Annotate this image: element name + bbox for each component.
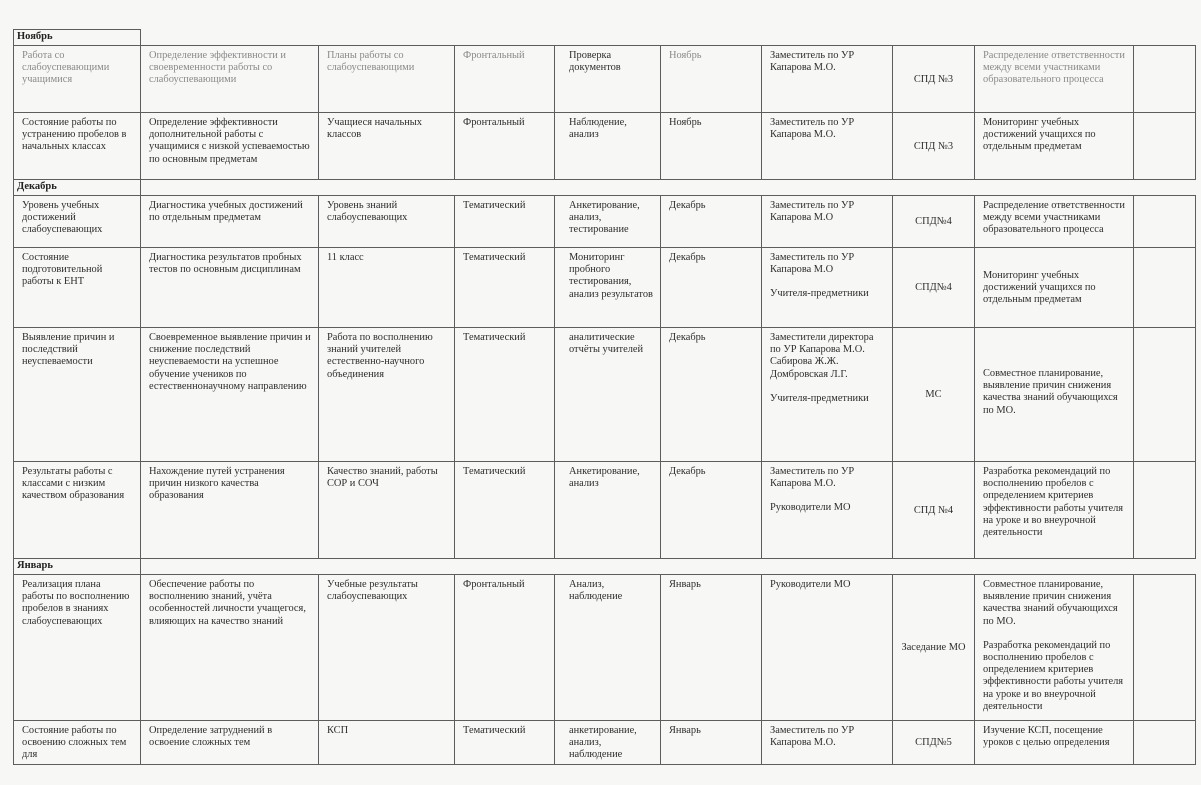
cell-object: Уровень знаний слабоуспевающих — [319, 196, 455, 248]
section-title: Ноябрь — [14, 30, 141, 46]
cell-review-place: Заседание МО — [893, 575, 975, 721]
cell-review-place: СПД №4 — [893, 462, 975, 559]
cell-note — [1134, 721, 1196, 765]
cell-method: Анализ, наблюдение — [555, 575, 661, 721]
cell-note — [1134, 196, 1196, 248]
cell-type: Фронтальный — [455, 46, 555, 113]
cell-object: Планы работы со слабоуспевающими — [319, 46, 455, 113]
cell-goal: Определение эффективности и своевременности работы со слабоуспевающими — [141, 46, 319, 113]
table-row — [14, 248, 1196, 328]
section-title: Декабрь — [14, 180, 141, 196]
cell-responsible: Заместитель по УР Капарова М.О. — [762, 113, 893, 180]
cell-type: Тематический — [455, 328, 555, 462]
cell-topic: Состояние работы по освоению сложных тем для — [14, 721, 141, 765]
cell-goal: Диагностика учебных достижений по отдельным предметам — [141, 196, 319, 248]
table-row — [14, 196, 1196, 248]
cell-responsible: Заместитель по УР Капарова М.О. — [762, 721, 893, 765]
cell-method: Мониторинг пробного тестирования, анализ результатов — [555, 248, 661, 328]
cell-date: Декабрь — [661, 196, 762, 248]
spacer — [983, 628, 1127, 640]
cell-responsible: Руководители МО — [762, 575, 893, 721]
decision-main: Совместное планирование, выявление причин снижения качества знаний обучающихся по МО. — [983, 579, 1118, 627]
cell-responsible — [762, 328, 893, 462]
cell-method: Анкетирование, анализ — [555, 462, 661, 559]
cell-object: Качество знаний, работы СОР и СОЧ — [319, 462, 455, 559]
cell-topic: Реализация плана работы по восполнению пробелов в знаниях слабоуспевающих — [14, 575, 141, 721]
cell-goal: Определение эффективности дополнительной работы с учащимися с низкой успеваемостью по основным предметам — [141, 113, 319, 180]
cell-type: Фронтальный — [455, 113, 555, 180]
section-title: Январь — [14, 559, 141, 575]
table-row — [14, 575, 1196, 721]
cell-decision: Разработка рекомендаций по восполнению пробелов с определением критериев эффективности работы учителя на уроке и во внеурочной деятельности — [975, 462, 1134, 559]
cell-note — [1134, 328, 1196, 462]
cell-topic: Выявление причин и последствий неуспеваемости — [14, 328, 141, 462]
cell-date: Ноябрь — [661, 113, 762, 180]
cell-object: Работа по восполнению знаний учителей естественно-научного объединения — [319, 328, 455, 462]
table-row — [14, 113, 1196, 180]
cell-note — [1134, 575, 1196, 721]
cell-responsible: Заместитель по УР Капарова М.О. — [762, 46, 893, 113]
cell-date: Январь — [661, 575, 762, 721]
cell-decision: Распределение ответственности между всеми участниками образовательного процесса — [975, 196, 1134, 248]
cell-decision: Мониторинг учебных достижений учащихся по отдельным предметам — [975, 248, 1134, 328]
cell-date: Ноябрь — [661, 46, 762, 113]
cell-decision: Мониторинг учебных достижений учащихся по отдельным предметам — [975, 113, 1134, 180]
cell-goal: Обеспечение работы по восполнению знаний, учёта особенностей личности учащегося, влияющих на качество знаний — [141, 575, 319, 721]
cell-type: Тематический — [455, 196, 555, 248]
spacer — [770, 276, 886, 288]
cell-review-place: МС — [893, 328, 975, 462]
section-spacer — [141, 30, 1196, 46]
table-row — [14, 328, 1196, 462]
table-row — [14, 46, 1196, 113]
cell-decision: Распределение ответственности между всеми участниками образовательного процесса — [975, 46, 1134, 113]
cell-decision — [975, 575, 1134, 721]
cell-responsible — [762, 462, 893, 559]
cell-note — [1134, 462, 1196, 559]
section-header-row — [14, 30, 1196, 46]
cell-responsible: Заместитель по УР Капарова М.О — [762, 196, 893, 248]
cell-goal: Диагностика результатов пробных тестов по основным дисциплинам — [141, 248, 319, 328]
cell-note — [1134, 248, 1196, 328]
decision-extra: Разработка рекомендаций по восполнению пробелов с определением критериев эффективности работы учителя на уроке и во внеурочной деятельности — [983, 639, 1124, 712]
cell-review-place: СПД№4 — [893, 248, 975, 328]
cell-date: Декабрь — [661, 328, 762, 462]
cell-object: Учащиеся начальных классов — [319, 113, 455, 180]
responsible-main: Заместители директора по УР Капарова М.О. Сабирова Ж.Ж. Домбровская Л.Г. — [770, 332, 874, 380]
cell-method: Наблюдение, анализ — [555, 113, 661, 180]
cell-method: Анкетирование, анализ, тестирование — [555, 196, 661, 248]
cell-object: Учебные результаты слабоуспевающих — [319, 575, 455, 721]
cell-object: КСП — [319, 721, 455, 765]
responsible-extra: Учителя-предметники — [770, 392, 869, 404]
section-spacer — [141, 180, 1196, 196]
responsible-main: Заместитель по УР Капарова М.О. — [770, 466, 855, 490]
cell-review-place: СПД№5 — [893, 721, 975, 765]
section-header-row — [14, 180, 1196, 196]
cell-date: Январь — [661, 721, 762, 765]
cell-topic: Уровень учебных достижений слабоуспевающих — [14, 196, 141, 248]
cell-topic: Состояние работы по устранению пробелов в начальных классах — [14, 113, 141, 180]
responsible-extra: Учителя-предметники — [770, 288, 869, 300]
cell-method: Проверка документов — [555, 46, 661, 113]
cell-decision: Изучение КСП, посещение уроков с целью определения — [975, 721, 1134, 765]
cell-type: Тематический — [455, 462, 555, 559]
cell-type: Тематический — [455, 721, 555, 765]
responsible-main: Заместитель по УР Капарова М.О — [770, 252, 855, 276]
table-row — [14, 721, 1196, 765]
cell-review-place: СПД №3 — [893, 46, 975, 113]
cell-decision: Совместное планирование, выявление причин снижения качества знаний обучающихся по МО. — [975, 328, 1134, 462]
cell-object: 11 класс — [319, 248, 455, 328]
section-header-row — [14, 559, 1196, 575]
cell-responsible — [762, 248, 893, 328]
cell-topic: Состояние подготовительной работы к ЕНТ — [14, 248, 141, 328]
cell-type: Тематический — [455, 248, 555, 328]
cell-date: Декабрь — [661, 462, 762, 559]
table-row — [14, 462, 1196, 559]
cell-review-place: СПД №3 — [893, 113, 975, 180]
cell-review-place: СПД№4 — [893, 196, 975, 248]
control-plan-table — [13, 29, 1196, 765]
cell-goal: Своевременное выявление причин и снижение последствий неуспеваемости на успешное обучение учеников по естественнонаучному направлению — [141, 328, 319, 462]
responsible-extra: Руководители МО — [770, 502, 851, 514]
cell-method: анкетирование, анализ, наблюдение — [555, 721, 661, 765]
cell-note — [1134, 113, 1196, 180]
cell-goal: Нахождение путей устранения причин низкого качества образования — [141, 462, 319, 559]
cell-date: Декабрь — [661, 248, 762, 328]
cell-method: аналитические отчёты учителей — [555, 328, 661, 462]
spacer — [770, 381, 886, 393]
cell-note — [1134, 46, 1196, 113]
cell-type: Фронтальный — [455, 575, 555, 721]
cell-goal: Определение затруднений в освоение сложных тем — [141, 721, 319, 765]
cell-topic: Работа со слабоуспевающими учащимися — [14, 46, 141, 113]
spacer — [770, 490, 886, 502]
cell-topic: Результаты работы с классами с низким качеством образования — [14, 462, 141, 559]
section-spacer — [141, 559, 1196, 575]
